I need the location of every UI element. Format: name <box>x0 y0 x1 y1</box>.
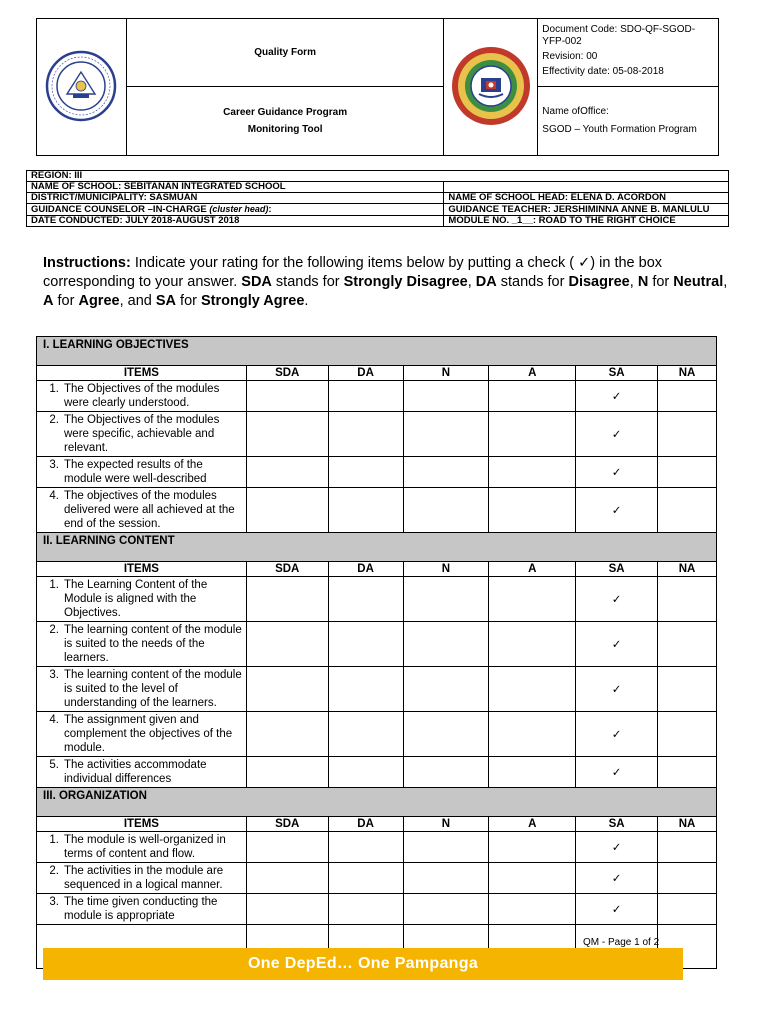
item-cell <box>37 832 247 863</box>
column-header-a: A <box>489 366 576 381</box>
rating-cell-a[interactable] <box>489 488 576 533</box>
rating-cell-sda[interactable] <box>246 863 328 894</box>
item-text: The learning content of the module is suited to the level of understanding of the learners. <box>64 669 242 709</box>
guidance-teacher-cell: GUIDANCE TEACHER: JERSHIMINNA ANNE B. MANLULU <box>444 204 729 216</box>
rating-cell-sa[interactable] <box>576 457 658 488</box>
rating-cell-n[interactable] <box>403 488 489 533</box>
rating-cell-sda[interactable] <box>246 894 328 925</box>
check-mark-icon: ✓ <box>611 842 622 854</box>
table-row <box>37 863 717 894</box>
check-mark-icon: ✓ <box>611 594 622 606</box>
form-title-line1: Career Guidance Program <box>223 107 348 118</box>
table-row <box>37 488 717 533</box>
rating-cell-da[interactable] <box>328 381 403 412</box>
rating-cell-da[interactable] <box>328 577 403 622</box>
item-cell <box>37 757 247 788</box>
footer-banner: One DepEd… One Pampanga <box>43 948 683 980</box>
column-header-da: DA <box>328 817 403 832</box>
school-info-table <box>26 170 729 227</box>
item-text: The expected results of the module were well-described <box>64 459 207 485</box>
column-header-na: NA <box>658 817 717 832</box>
rating-cell-sa[interactable] <box>576 488 658 533</box>
rating-cell-na[interactable] <box>658 832 717 863</box>
rating-cell-n[interactable] <box>403 832 489 863</box>
item-number: 3. <box>49 459 59 471</box>
rating-cell-sa[interactable] <box>576 863 658 894</box>
column-header-row <box>37 817 717 832</box>
table-row <box>37 894 717 925</box>
rating-cell-da[interactable] <box>328 412 403 457</box>
rating-cell-da[interactable] <box>328 457 403 488</box>
rating-cell-n[interactable] <box>403 757 489 788</box>
rating-cell-na[interactable] <box>658 457 717 488</box>
column-header-row <box>37 366 717 381</box>
rating-cell-n[interactable] <box>403 712 489 757</box>
document-code: Document Code: SDO-QF-SGOD-YFP-002 <box>542 24 696 47</box>
table-row <box>37 577 717 622</box>
column-header-na: NA <box>658 366 717 381</box>
division-seal-icon <box>450 45 532 127</box>
check-mark-icon: ✓ <box>611 904 622 916</box>
item-text: The assignment given and complement the objectives of the module. <box>64 714 233 754</box>
rating-cell-n[interactable] <box>403 622 489 667</box>
office-label: Name ofOffice: <box>542 106 609 117</box>
column-header-sa: SA <box>576 562 658 577</box>
check-mark-icon: ✓ <box>611 729 622 741</box>
form-title-cell <box>126 87 443 156</box>
column-header-sa: SA <box>576 366 658 381</box>
check-mark-icon: ✓ <box>611 429 622 441</box>
rating-cell-a[interactable] <box>489 863 576 894</box>
rating-cell-n[interactable] <box>403 894 489 925</box>
table-row <box>37 757 717 788</box>
deped-seal-icon <box>45 50 117 122</box>
item-text: The objectives of the modules delivered were all achieved at the end of the session. <box>64 490 235 530</box>
rating-cell-a[interactable] <box>489 712 576 757</box>
district-cell: DISTRICT/MUNICIPALITY: SASMUAN <box>27 193 444 204</box>
item-text: The Objectives of the modules were specific, achievable and relevant. <box>64 414 220 454</box>
column-header-sda: SDA <box>246 366 328 381</box>
column-header-sa: SA <box>576 817 658 832</box>
rating-cell-sa[interactable] <box>576 757 658 788</box>
rating-cell-a[interactable] <box>489 457 576 488</box>
section-title: III. ORGANIZATION <box>37 788 717 817</box>
rating-cell-a[interactable] <box>489 832 576 863</box>
rating-cell-da[interactable] <box>328 622 403 667</box>
item-cell <box>37 667 247 712</box>
check-mark-icon: ✓ <box>611 391 622 403</box>
rating-cell-a[interactable] <box>489 412 576 457</box>
rating-cell-a[interactable] <box>489 757 576 788</box>
rating-cell-sa[interactable] <box>576 832 658 863</box>
item-text: The Learning Content of the Module is aligned with the Objectives. <box>64 579 208 619</box>
check-mark-icon: ✓ <box>611 873 622 885</box>
rating-cell-a[interactable] <box>489 381 576 412</box>
table-row <box>37 832 717 863</box>
rating-cell-sda[interactable] <box>246 381 328 412</box>
item-number: 4. <box>49 714 59 726</box>
rating-cell-a[interactable] <box>489 622 576 667</box>
table-row <box>37 667 717 712</box>
column-header-n: N <box>403 562 489 577</box>
effectivity-date: Effectivity date: 05-08-2018 <box>542 66 664 77</box>
rating-cell-na[interactable] <box>658 412 717 457</box>
table-row <box>37 381 717 412</box>
school-name-cell: NAME OF SCHOOL: SEBITANAN INTEGRATED SCHOOL <box>27 182 444 193</box>
item-cell <box>37 577 247 622</box>
rating-cell-da[interactable] <box>328 894 403 925</box>
item-number: 2. <box>49 624 59 636</box>
rating-cell-sda[interactable] <box>246 457 328 488</box>
rating-cell-a[interactable] <box>489 894 576 925</box>
rating-cell-na[interactable] <box>658 712 717 757</box>
rating-cell-sa[interactable] <box>576 381 658 412</box>
quality-form-label: Quality Form <box>126 19 443 87</box>
item-cell <box>37 712 247 757</box>
rating-cell-sda[interactable] <box>246 622 328 667</box>
check-mark-icon: ✓ <box>611 639 622 651</box>
item-text: The module is well-organized in terms of content and flow. <box>64 834 226 860</box>
rating-cell-sda[interactable] <box>246 488 328 533</box>
revision: Revision: 00 <box>542 51 598 62</box>
check-mark-icon: ✓ <box>611 684 622 696</box>
item-number: 1. <box>49 579 59 591</box>
rating-cell-da[interactable] <box>328 488 403 533</box>
rating-cell-sda[interactable] <box>246 832 328 863</box>
rating-cell-sa[interactable] <box>576 712 658 757</box>
form-title-line2: Monitoring Tool <box>247 124 323 135</box>
rating-cell-n[interactable] <box>403 667 489 712</box>
page-number: QM - Page 1 of 2 <box>583 937 660 948</box>
rating-cell-na[interactable] <box>658 577 717 622</box>
column-header-a: A <box>489 562 576 577</box>
rating-cell-n[interactable] <box>403 381 489 412</box>
school-head-cell: NAME OF SCHOOL HEAD: ELENA D. ACORDON <box>444 193 729 204</box>
rating-table <box>36 336 717 969</box>
item-text: The time given conducting the module is appropriate <box>64 896 218 922</box>
rating-cell-a[interactable] <box>489 577 576 622</box>
date-conducted-cell: DATE CONDUCTED: JULY 2018-AUGUST 2018 <box>27 216 444 227</box>
item-cell <box>37 488 247 533</box>
rating-cell-sa[interactable] <box>576 412 658 457</box>
item-number: 3. <box>49 669 59 681</box>
rating-cell-sda[interactable] <box>246 412 328 457</box>
section-header-row <box>37 337 717 366</box>
table-row <box>37 457 717 488</box>
column-header-items: ITEMS <box>37 562 247 577</box>
rating-cell-na[interactable] <box>658 381 717 412</box>
rating-cell-n[interactable] <box>403 863 489 894</box>
rating-cell-na[interactable] <box>658 863 717 894</box>
table-row <box>37 712 717 757</box>
region-cell: REGION: III <box>27 171 729 182</box>
instructions: Instructions: Indicate your rating for the following items below by putting a check ( ✓) in the box corresponding to your answer. SDA stands for Strongly Disagree, DA stands for Disagree, N for Neutral, A for Agree, and SA for Strongly Agree. <box>43 255 728 309</box>
rating-cell-sda[interactable] <box>246 667 328 712</box>
division-seal-cell <box>444 19 538 156</box>
rating-cell-sda[interactable] <box>246 757 328 788</box>
module-no-cell: MODULE NO. _1__: ROAD TO THE RIGHT CHOICE <box>444 216 729 227</box>
rating-cell-n[interactable] <box>403 457 489 488</box>
item-cell <box>37 457 247 488</box>
column-header-da: DA <box>328 366 403 381</box>
table-row <box>37 622 717 667</box>
column-header-items: ITEMS <box>37 817 247 832</box>
rating-cell-da[interactable] <box>328 863 403 894</box>
rating-cell-sa[interactable] <box>576 622 658 667</box>
rating-cell-n[interactable] <box>403 577 489 622</box>
section-header-row <box>37 533 717 562</box>
rating-cell-sa[interactable] <box>576 667 658 712</box>
column-header-sda: SDA <box>246 562 328 577</box>
item-number: 1. <box>49 834 59 846</box>
document-info-cell <box>538 19 719 87</box>
item-number: 2. <box>49 865 59 877</box>
column-header-na: NA <box>658 562 717 577</box>
office-cell <box>538 87 719 156</box>
rating-cell-sa[interactable] <box>576 894 658 925</box>
column-header-da: DA <box>328 562 403 577</box>
column-header-a: A <box>489 817 576 832</box>
column-header-n: N <box>403 817 489 832</box>
rating-cell-da[interactable] <box>328 757 403 788</box>
check-mark-icon: ✓ <box>611 505 622 517</box>
rating-cell-sa[interactable] <box>576 577 658 622</box>
rating-cell-na[interactable] <box>658 622 717 667</box>
item-text: The activities accommodate individual differences <box>64 759 207 785</box>
item-number: 2. <box>49 414 59 426</box>
document-header <box>36 18 719 156</box>
table-row <box>37 412 717 457</box>
rating-cell-da[interactable] <box>328 712 403 757</box>
item-cell <box>37 863 247 894</box>
item-cell <box>37 894 247 925</box>
item-number: 1. <box>49 383 59 395</box>
rating-cell-na[interactable] <box>658 894 717 925</box>
column-header-row <box>37 562 717 577</box>
check-mark-icon: ✓ <box>611 467 622 479</box>
item-number: 5. <box>49 759 59 771</box>
section-title: I. LEARNING OBJECTIVES <box>37 337 717 366</box>
item-cell <box>37 381 247 412</box>
rating-cell-n[interactable] <box>403 412 489 457</box>
item-number: 4. <box>49 490 59 502</box>
item-number: 3. <box>49 896 59 908</box>
counselor-cell: GUIDANCE COUNSELOR –IN-CHARGE (cluster head): <box>27 204 444 216</box>
item-text: The learning content of the module is suited to the needs of the learners. <box>64 624 242 664</box>
rating-cell-sda[interactable] <box>246 577 328 622</box>
rating-cell-da[interactable] <box>328 667 403 712</box>
rating-cell-a[interactable] <box>489 667 576 712</box>
item-cell <box>37 412 247 457</box>
item-text: The Objectives of the modules were clearly understood. <box>64 383 220 409</box>
office-value: SGOD – Youth Formation Program <box>542 124 697 135</box>
column-header-sda: SDA <box>246 817 328 832</box>
column-header-n: N <box>403 366 489 381</box>
item-text: The activities in the module are sequenced in a logical manner. <box>64 865 224 891</box>
rating-cell-da[interactable] <box>328 832 403 863</box>
rating-cell-na[interactable] <box>658 488 717 533</box>
section-title: II. LEARNING CONTENT <box>37 533 717 562</box>
rating-cell-sda[interactable] <box>246 712 328 757</box>
section-header-row <box>37 788 717 817</box>
check-mark-icon: ✓ <box>611 767 622 779</box>
column-header-items: ITEMS <box>37 366 247 381</box>
rating-cell-na[interactable] <box>658 667 717 712</box>
rating-cell-na[interactable] <box>658 757 717 788</box>
item-cell <box>37 622 247 667</box>
deped-seal-cell <box>37 19 127 156</box>
